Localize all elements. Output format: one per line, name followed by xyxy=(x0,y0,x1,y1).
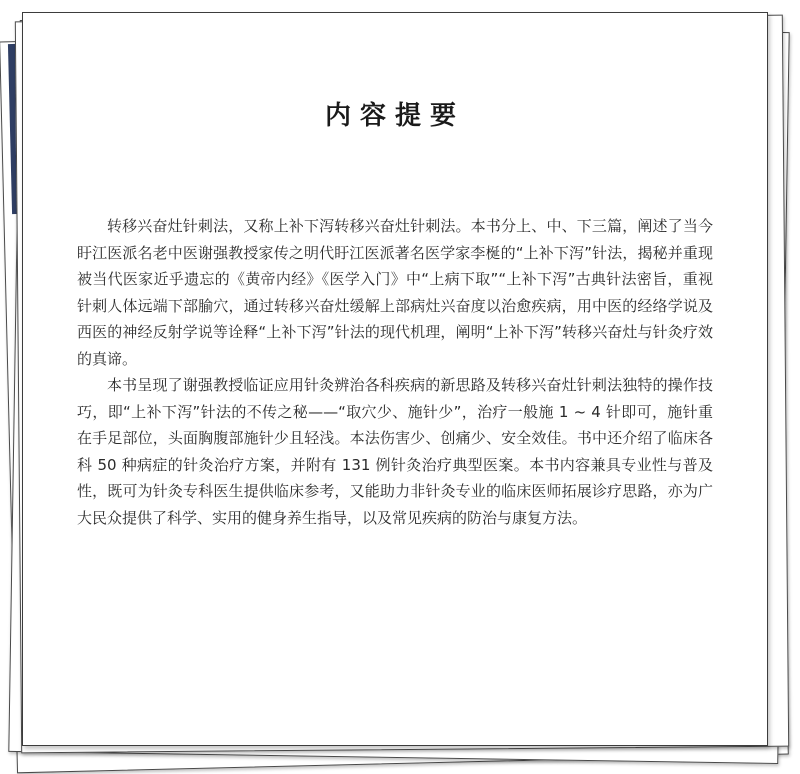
paragraph-1: 转移兴奋灶针刺法，又称上补下泻转移兴奋灶针刺法。本书分上、中、下三篇，阐述了当今盱江医派名老中医谢强教授家传之明代盱江医派著名医学家李梴的“上补下泻”针法，揭秘并重现被当代医家近乎遗忘的《黄帝内经》《医学入门》中“上病下取”“上补下泻”古典针法密旨，重视针刺人体远端下部腧穴，通过转移兴奋灶缓解上部病灶兴奋度以治愈疾病，用中医的经络学说及西医的神经反射学说等诠释“上补下泻”针法的现代机理，阐明“上补下泻”转移兴奋灶与针灸疗效的真谛。 xyxy=(77,217,713,368)
summary-body xyxy=(77,213,713,531)
front-page xyxy=(22,12,768,746)
paragraph-2: 本书呈现了谢强教授临证应用针灸辨治各科疾病的新思路及转移兴奋灶针刺法独特的操作技巧，即“上补下泻”针法的不传之秘——“取穴少、施针少”，治疗一般施 1 ~ 4 针即可，施针重在手足部位，头面胸腹部施针少且轻浅。本法伤害少、创痛少、安全效佳。书中还介绍了临床各科 50 种病症的针灸治疗方案，并附有 131 例针灸治疗典型医案。本书内容兼具专业性与普及性，既可为针灸专科医生提供临床参考，又能助力非针灸专业的临床医师拓展诊疗思路，亦为广大民众提供了科学、实用的健身养生指导，以及常见疾病的防治与康复方法。 xyxy=(77,376,713,527)
page-title: 内容提要 xyxy=(324,101,465,131)
